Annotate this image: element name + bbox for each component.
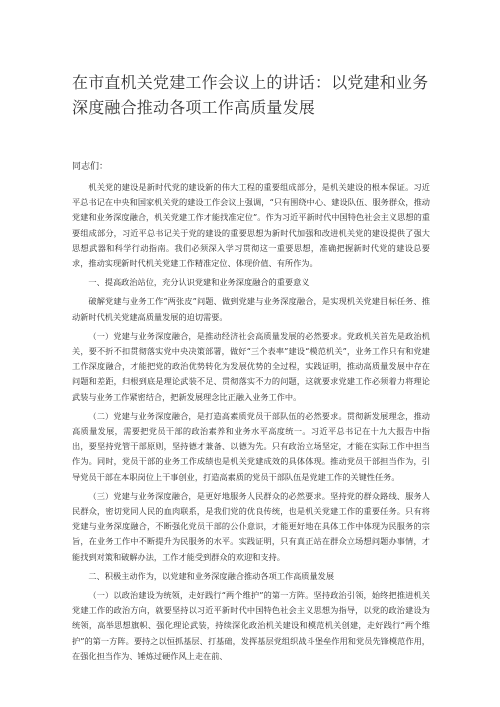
salutation: 同志们： <box>72 162 109 172</box>
document-title: 在市直机关党建工作会议上的讲话：以党建和业务深度融合推动各项工作高质量发展 <box>72 73 429 117</box>
section-heading-2: 二、积极主动作为，以党建和业务深度融合推动各项工作高质量发展 <box>88 570 335 581</box>
body-paragraph: （一）以政治建设为统领，走好践行“两个维护”的第一方阵。坚持政治引领，始终把推进机关党建工作的政治方向，就要坚持以习近平新时代中国特色社会主义思想为指导，以党的政治建设为统领，高举思想旗帜、强化理论武装，持续深化政治机关建设和模范机关创建，走好践行“两个维护”的第一方阵。要持之以恒抓基层、打基础，发挥基层党组织战斗堡垒作用和党员先锋模范作用，在强化担当作为、锤炼过硬作风上走在前、 <box>72 590 430 661</box>
body-paragraph: （一）党建与业务深度融合，是推动经济社会高质量发展的必然要求。党政机关首先是政治机关，要不折不扣贯彻落实党中央决策部署，做好“三个表率”建设“模范机关”，业务工作只有和党建工作深度融合，才能把党的政治优势转化为发展优势的全过程，实践证明，推动高质量发展中存在问题和差距，归根到底是理论武装不足、贯彻落实不力的问题，这就要求党建工作必须着力将理论武装与业务工作紧密结合，把新发展理念比正融入业务工作中。 <box>72 330 430 402</box>
section-heading-1: 一、提高政治站位，充分认识党建和业务深度融合的重要意义 <box>88 277 310 288</box>
body-paragraph: （三）党建与业务深度融合，是更好地服务人民群众的必然要求。坚持党的群众路线、服务人民群众，密切党同人民的血肉联系，是我们党的优良传统，也是机关党建工作的重要任务。只有将党建与业务深度融合，不断强化党员干部的公仆意识，才能更好地在具体工作中体现为民服务的宗旨，在业务工作中不断提升为民服务的水平。实践证明，只有真正站在群众立场想问题办事情，才能找到对策和破解办法，工作才能受到群众的欢迎和支持。 <box>72 490 430 562</box>
body-paragraph: 破解党建与业务工作“两张皮”问题、做到党建与业务深度融合，是实现机关党建目标任务、推动新时代机关党建高质量发展的迫切需要。 <box>72 296 430 322</box>
body-paragraph: （二）党建与业务深度融合，是打造高素质党员干部队伍的必然要求。贯彻新发展理念，推动高质量发展，需要把党员干部的政治素养和业务水平高度统一。习近平总书记在十九大报告中指出，要坚持党管干部原则，坚持德才兼备、以德为先。只有政治立场坚定，才能在实际工作中担当作为。同时，党员干部的业务工作成绩也是机关党建成效的具体体现。推动党员干部担当作为，引导党员干部在本职岗位上干事创业，打造高素质的党员干部队伍是党建工作的关键性任务。 <box>72 410 430 482</box>
intro-paragraph: 机关党的建设是新时代党的建设新的伟大工程的重要组成部分，是机关建设的根本保证。习近平总书记在中央和国家机关党的建设工作会议上强调，“只有围绕中心、建设队伍、服务群众，推动党建和业务深度融合，机关党建工作才能找准定位”。作为习近平新时代中国特色社会主义思想的重要组成部分，习近平总书记关于党的建设的重要思想为新时代加强和改进机关党的建设提供了强大思想武器和科学行动指南。我们必须深入学习贯彻这一重要思想，准确把握新时代党的建设总要求，推动实现新时代机关党建工作精准定位、体现价值、有所作为。 <box>72 182 430 269</box>
